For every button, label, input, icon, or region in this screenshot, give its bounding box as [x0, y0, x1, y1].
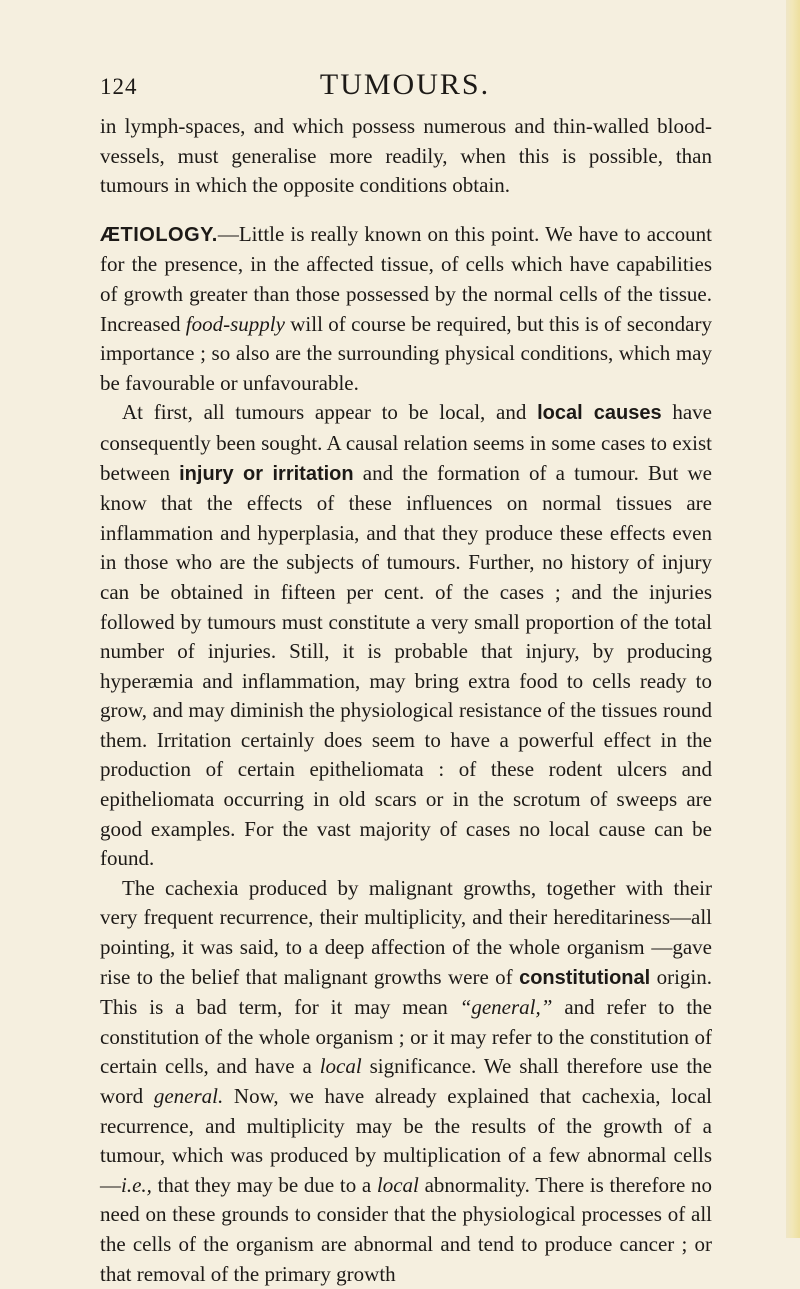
italic-term: food-supply: [185, 311, 285, 336]
bold-term: constitutional: [519, 966, 651, 989]
paragraph-continuation: in lymph-spaces, and which possess numerous and thin-walled blood-vessels, must generalise more readily, when this is possible, than tumours in which the opposite conditions obtain.: [100, 114, 712, 198]
italic-term: local: [376, 1172, 419, 1197]
page-number: 124: [100, 74, 138, 99]
running-head: [100, 68, 710, 108]
bold-term: injury or irritation: [179, 462, 354, 485]
bold-term: local causes: [537, 402, 662, 425]
page-edge-tint: [786, 0, 800, 1238]
section-spacer: [100, 201, 712, 220]
italic-term: i.e.,: [121, 1172, 152, 1197]
paragraph-aetiology: ÆTIOLOGY.—Little is really known on this point. We have to account for the presence, in the affected tissue, of cells which have capabilities of growth greater than those possessed by the normal cells of the tissue. Increased food-supply will of course be required, but this is of secondary importance ; so also are the surrounding physical conditions, which may be favourable or unfavourable.: [100, 221, 712, 395]
paragraph-local-causes: At first, all tumours appear to be local, and local causes have consequently been sought. A causal relation seems in some cases to exist between injury or irritation and the formation of a tumour. But we know that the effects of these influences on normal tissues are inflammation and hyperplasia, and that they produce these effects even in those who are the subjects of tumours. Further, no history of injury can be obtained in fifteen per cent. of the cases ; and the injuries followed by tumours must constitute a very small proportion of the total number of injuries. Still, it is probable that injury, by producing hyperæmia and inflammation, may bring extra food to cells ready to grow, and may diminish the physiological resistance of the tissues round them. Irritation certainly does seem to have a powerful effect in the production of certain epitheliomata : of these rodent ulcers and epitheliomata occurring in old scars or in the scrotum of sweeps are good examples. For the vast majority of cases no local cause can be found.: [100, 400, 712, 871]
page-header-title: TUMOURS.: [319, 68, 491, 101]
paragraph-cachexia: The cachexia produced by malignant growths, together with their very frequent recurrence, their multiplicity, and their hereditariness—all pointing, it was said, to a deep affection of the whole organism —gave rise to the belief that malignant growths were of constitutional origin. This is a bad term, for it may mean “general,” and refer to the constitution of the whole organism ; or it may refer to the constitution of certain cells, and have a local significance. We shall therefore use the word general. Now, we have already explained that cachexia, local recurrence, and multiplicity may be the results of the growth of a tumour, which was produced by multiplication of a few abnormal cells—i.e., that they may be due to a local abnormality. There is therefore no need on these grounds to consider that the physiological processes of all the cells of the organism are abnormal and tend to produce cancer ; or that removal of the primary growth: [100, 875, 713, 1286]
italic-term: “general,”: [459, 995, 553, 1020]
italic-term: general.: [153, 1084, 224, 1108]
section-heading: ÆTIOLOGY.: [100, 223, 218, 246]
italic-term: local: [319, 1054, 362, 1079]
body-text: [100, 112, 712, 1289]
